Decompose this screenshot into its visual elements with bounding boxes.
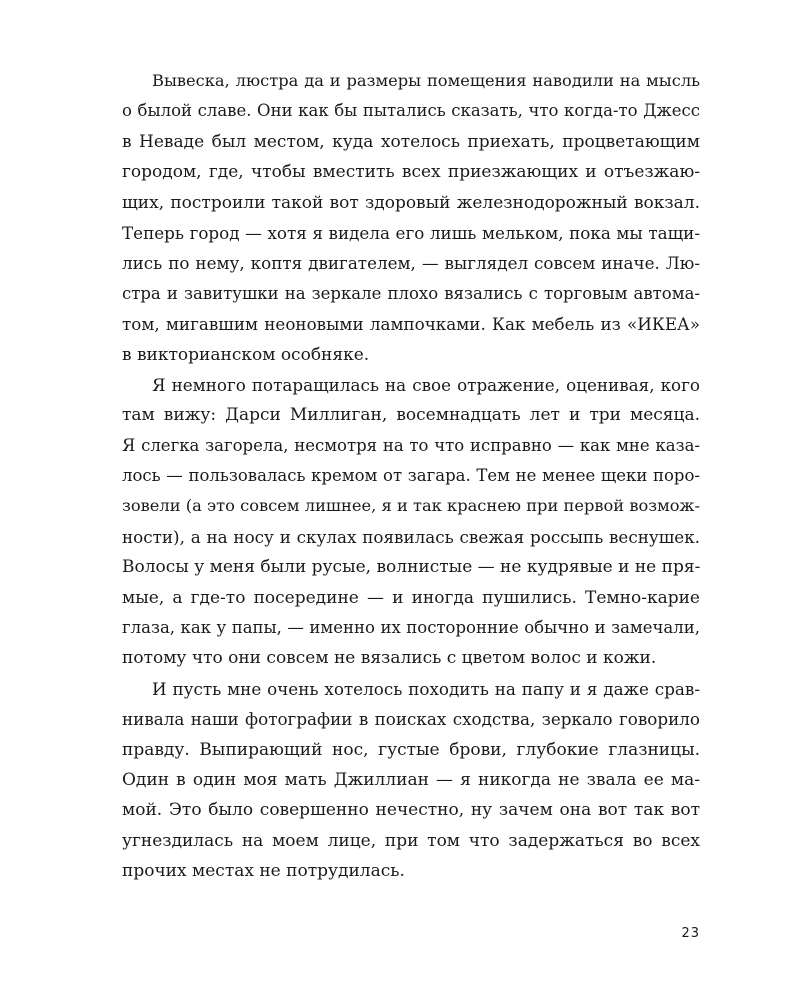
text-line: потому что они совсем не вязались с цветом волос и кожи.	[122, 648, 657, 669]
text-line: Теперь город — хотя я видела его лишь мельком, пока мы тащи-	[122, 222, 700, 243]
text-line: угнездилась на моем лице, при том что задержаться во всех	[122, 830, 700, 851]
text-line: мой. Это было совершенно нечестно, ну зачем она вот так вот	[122, 800, 700, 821]
paragraph	[122, 66, 700, 370]
paragraph	[122, 370, 700, 674]
text-line: лось — пользовалась кремом от загара. Тем не менее щеки поро-	[122, 466, 700, 486]
text-line: том, мигавшим неоновыми лампочками. Как мебель из «ИКЕА»	[122, 314, 700, 335]
text-line: прочих местах не потрудилась.	[122, 861, 405, 882]
text-line: там вижу: Дарси Миллиган, восемнадцать лет и три месяца.	[122, 405, 700, 426]
text-line: Волосы у меня были русые, волнистые — не кудрявые и не пря-	[122, 557, 701, 578]
text-line: Я немного потаращилась на свое отражение, оценивая, кого	[152, 374, 700, 395]
text-line: городом, где, чтобы вместить всех приезжающих и отъезжаю-	[122, 162, 700, 183]
text-line: глаза, как у папы, — именно их посторонние обычно и замечали,	[122, 618, 700, 638]
text-line: Я слегка загорела, несмотря на то что исправно — как мне каза-	[122, 435, 700, 455]
text-line: стра и завитушки на зеркале плохо вязались с торговым автома-	[122, 283, 700, 303]
text-line: лись по нему, коптя двигателем, — выглядел совсем иначе. Лю-	[122, 253, 700, 274]
text-line: щих, построили такой вот здоровый железнодорожный вокзал.	[122, 192, 700, 213]
text-line: о былой славе. Они как бы пытались сказать, что когда-то Джесс	[122, 101, 700, 121]
text-line: в Неваде был местом, куда хотелось приехать, процветающим	[122, 131, 700, 152]
page-number: 23	[681, 926, 700, 941]
text-line: мые, а где-то посередине — и иногда пушились. Темно-карие	[122, 587, 700, 608]
text-line: нивала наши фотографии в поисках сходства, зеркало говорило	[122, 709, 700, 730]
text-line: правду. Выпирающий нос, густые брови, глубокие глазницы.	[122, 739, 700, 760]
text-line: зовели (а это совсем лишнее, я и так краснею при первой возмож-	[122, 496, 700, 516]
text-line: Один в один моя мать Джиллиан — я никогда не звала ее ма-	[122, 769, 700, 790]
body-text	[122, 66, 700, 887]
text-line: И пусть мне очень хотелось походить на папу и я даже срав-	[152, 678, 700, 699]
text-line: ности), а на носу и скулах появилась свежая россыпь веснушек.	[122, 526, 700, 547]
text-line: Вывеска, люстра да и размеры помещения наводили на мысль	[152, 71, 700, 90]
paragraph	[122, 674, 700, 887]
text-line: в викторианском особняке.	[122, 344, 370, 365]
